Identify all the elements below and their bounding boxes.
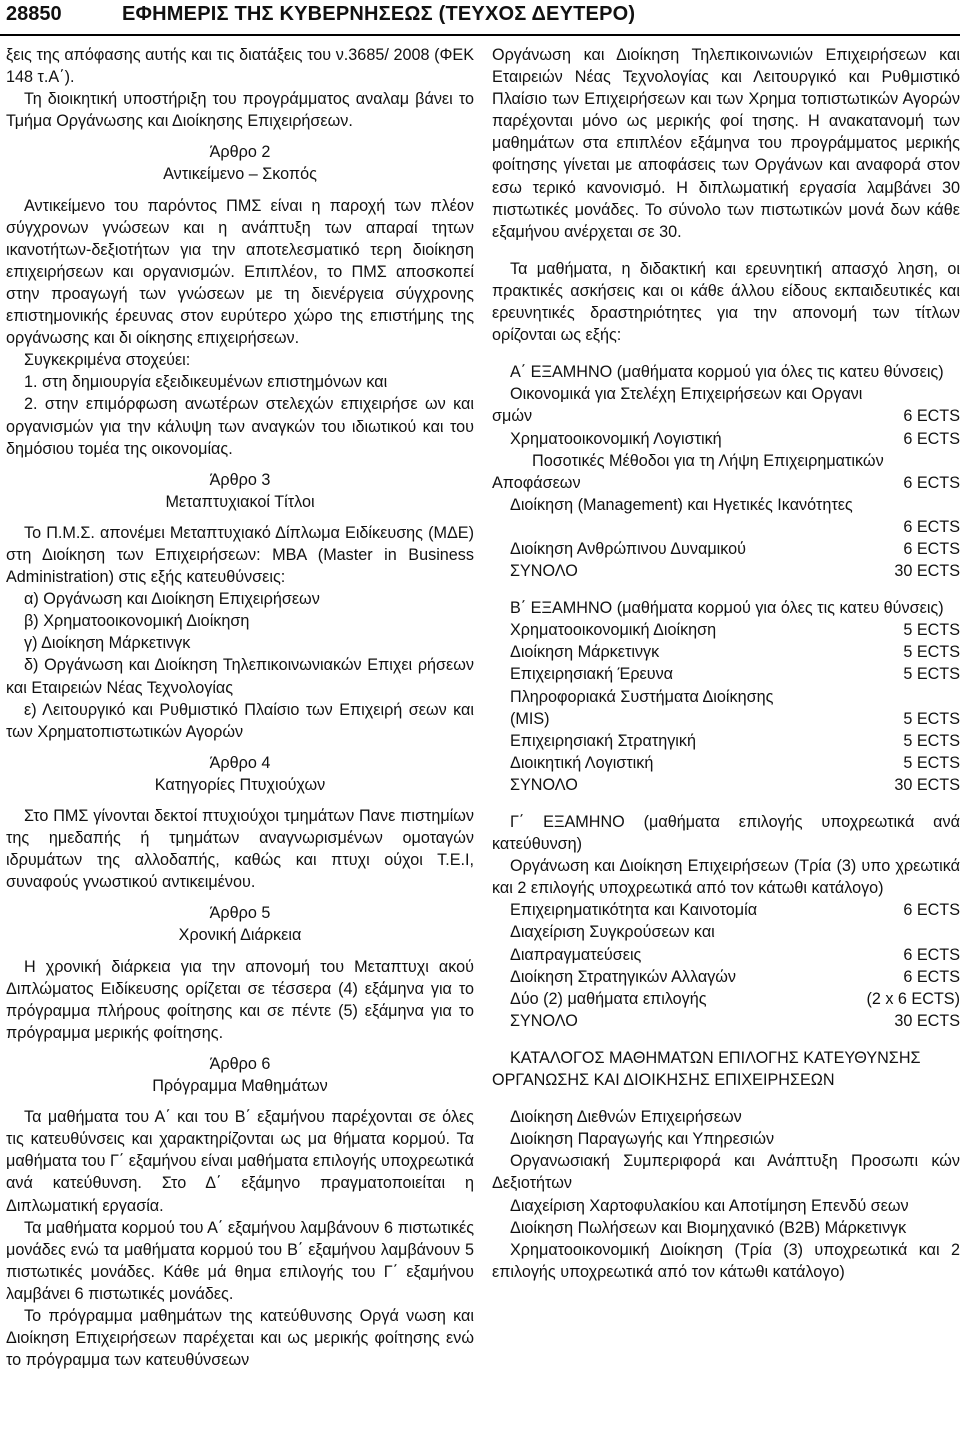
- list-item: 1. στη δημιουργία εξειδικευμένων επιστημόνων και: [24, 373, 388, 392]
- course-name: (MIS): [510, 709, 550, 728]
- article-subtitle: Κατηγορίες Πτυχιούχων: [154, 775, 326, 794]
- list-item: δ) Οργάνωση και Διοίκηση Τηλεπικοινωνιακών Επιχει ρήσεων και Εταιρειών Νέας Τεχνολογίας: [6, 656, 474, 697]
- total-row: [492, 1010, 960, 1032]
- semester-heading: Β΄ ΕΞΑΜΗΝΟ (μαθήματα κορμού για όλες τις κατευ θύνσεις): [510, 599, 944, 618]
- paragraph: ξεις της απόφασης αυτής και τις διατάξεις του ν.3685/ 2008 (ΦΕΚ 148 τ.Α΄).: [6, 46, 474, 87]
- course-name: Οικονομικά για Στελέχη Επιχειρήσεων και Οργανι: [510, 385, 863, 404]
- catalog-item: Διοίκηση Παραγωγής και Υπηρεσιών: [510, 1130, 775, 1149]
- course-name: Επιχειρηματικότητα και Καινοτομία: [510, 901, 758, 920]
- course-credits: 5 ECTS: [903, 643, 960, 662]
- course-name: Ποσοτικές Μέθοδοι για τη Λήψη Επιχειρηματικών: [532, 451, 884, 470]
- article-title: Άρθρο 4: [209, 753, 271, 772]
- course-name: Χρηματοοικονομική Διοίκηση: [510, 621, 717, 640]
- list-item: 2. στην επιμόρφωση ανωτέρων στελεχών επιχειρήσε ων και οργανισμών για την κάλυψη των αναγκών του ιδιωτικού και του δημόσιου τομέα της οικονομίας.: [6, 395, 474, 458]
- catalog-item: Οργανωσιακή Συμπεριφορά και Ανάπτυξη Προσωπι κών Δεξιοτήτων: [492, 1152, 960, 1193]
- course-credits: 5 ECTS: [903, 731, 960, 750]
- course-credits: 5 ECTS: [903, 621, 960, 640]
- paragraph: Το Π.Μ.Σ. απονέμει Μεταπτυχιακό Δίπλωμα Ειδίκευσης (ΜΔΕ) στη Διοίκηση των Επιχειρήσεων: MBA (Master in Business Administration) στις εξής κατευθύνσεις:: [6, 523, 474, 587]
- header-rule: [0, 34, 960, 36]
- course-credits: 6 ECTS: [903, 901, 960, 920]
- course-credits: 6 ECTS: [903, 473, 960, 492]
- paragraph: Συγκεκριμένα στοχεύει:: [24, 351, 191, 370]
- catalog-item: Διαχείριση Χαρτοφυλακίου και Αποτίμηση Επενδύ σεων: [510, 1196, 909, 1215]
- total-row: [492, 774, 960, 796]
- course-row: [492, 899, 960, 921]
- course-row: [492, 944, 960, 966]
- paragraph: Οργάνωση και Διοίκηση Τηλεπικοινωνιών Επιχειρήσεων και Εταιρειών Νέας Τεχνολογίας και Λειτουργικό και Ρυθμιστικό Πλαίσιο των Επιχειρήσεων και των Χρημα τοπιστωτικών Αγορών παρέχονται μόνο ως μερικής φοί τησης. Η ανακατανομή των μαθημάτων στα επιπλέον εξάμηνα του προγράμματος μερικής φοίτησης γίνεται με αποφάσεις των Οργάνων και αναφορά στον εσω τερικό κανονισμό. Η διπλωματική εργασία λαμβάνει 30 πιστωτικές μονάδες. Το σύνολο των πιστωτικών μονά δων κάθε εξαμήνου ανέρχεται σε 30.: [492, 46, 960, 241]
- list-item: α) Οργάνωση και Διοίκηση Επιχειρήσεων: [24, 590, 320, 609]
- course-name: Διοίκηση (Management) και Ηγετικές Ικανότητες: [510, 495, 853, 514]
- left-column: [6, 44, 474, 1371]
- course-credits: 6 ECTS: [903, 407, 960, 426]
- total-label: ΣΥΝΟΛΟ: [510, 1011, 578, 1030]
- catalog-item: Χρηματοοικονομική Διοίκηση (Τρία (3) υποχρεωτικά και 2 επιλογής υποχρεωτικά από τον κάτωθι κατάλογο): [492, 1240, 960, 1281]
- paragraph: Τα μαθήματα του Α΄ και του Β΄ εξαμήνου παρέχονται σε όλες τις κατευθύνσεις και χαρακτηρίζονται ως μα θήματα κορμού. Τα μαθήματα του Γ΄ εξαμήνου είναι μαθήματα επιλογής υποχρεωτικά ανά κατεύθυνση. Στο Δ΄ εξάμηνο πραγματοποιείται η Διπλωματική εργασία.: [6, 1108, 474, 1215]
- course-name: σμών: [492, 407, 533, 426]
- course-row: [492, 405, 960, 427]
- course-credits: 6 ECTS: [903, 945, 960, 964]
- article-subtitle: Χρονική Διάρκεια: [178, 926, 302, 945]
- total-credits: 30 ECTS: [894, 1011, 960, 1030]
- article-title: Άρθρο 6: [209, 1054, 271, 1073]
- course-row: [492, 752, 960, 774]
- course-row: [492, 472, 960, 494]
- course-row: [492, 730, 960, 752]
- course-name: Διοίκηση Μάρκετινγκ: [510, 643, 660, 662]
- total-credits: 30 ECTS: [894, 562, 960, 581]
- paragraph: Τη διοικητική υποστήριξη του προγράμματος αναλαμ βάνει το Τμήμα Οργάνωσης και Διοίκησης Επιχειρήσεων.: [6, 90, 474, 131]
- course-name: Διαπραγματεύσεις: [510, 945, 642, 964]
- course-name: Πληροφοριακά Συστήματα Διοίκησης: [510, 687, 774, 706]
- total-label: ΣΥΝΟΛΟ: [510, 562, 578, 581]
- course-row: [492, 708, 960, 730]
- course-name: Διοίκηση Στρατηγικών Αλλαγών: [510, 967, 737, 986]
- course-row: [492, 538, 960, 560]
- total-row: [492, 560, 960, 582]
- list-item: ε) Λειτουργικό και Ρυθμιστικό Πλαίσιο των Επιχειρή σεων και των Χρηματοπιστωτικών Αγορών: [6, 700, 474, 741]
- course-name: Διοίκηση Ανθρώπινου Δυναμικού: [510, 539, 747, 558]
- course-name: Χρηματοοικονομική Λογιστική: [510, 429, 722, 448]
- paragraph: Η χρονική διάρκεια για την απονομή του Μεταπτυχι ακού Διπλώματος Ειδίκευσης ορίζεται σε τέσσερα (4) εξάμηνα για το πρόγραμμα πλήρους φοίτησης και σε πέντε (5) εξάμηνα για το πρόγραμμα μερικής φοίτησης.: [6, 957, 474, 1042]
- paragraph: Τα μαθήματα, η διδακτική και ερευνητική απασχό ληση, οι πρακτικές ασκήσεις και οι κάθε άλλου είδους εκπαιδευτικές και ερευνητικές δραστηριότητες για την απονομή των τίτλων ορίζονται ως εξής:: [492, 259, 960, 345]
- article-subtitle: Μεταπτυχιακοί Τίτλοι: [165, 492, 315, 511]
- semester-heading: Α΄ ΕΞΑΜΗΝΟ (μαθήματα κορμού για όλες τις κατευ θύνσεις): [510, 363, 944, 382]
- journal-title: ΕΦΗΜΕΡΙΣ ΤΗΣ ΚΥΒΕΡΝΗΣΕΩΣ (ΤΕΥΧΟΣ ΔΕΥΤΕΡΟ): [122, 3, 636, 25]
- paragraph: Οργάνωση και Διοίκηση Επιχειρήσεων (Τρία (3) υπο χρεωτικά και 2 επιλογής υποχρεωτικά από τον κάτωθι κατάλογο): [492, 857, 960, 898]
- course-credits: 5 ECTS: [903, 665, 960, 684]
- course-name: Επιχειρησιακή Στρατηγική: [510, 731, 696, 750]
- total-credits: 30 ECTS: [894, 775, 960, 794]
- catalog-item: Διοίκηση Πωλήσεων και Βιομηχανικό (B2B) Μάρκετινγκ: [510, 1218, 907, 1237]
- right-column: [492, 44, 960, 1283]
- article-title: Άρθρο 5: [209, 904, 271, 923]
- course-credits: 6 ECTS: [903, 967, 960, 986]
- course-name: Δύο (2) μαθήματα επιλογής: [510, 989, 707, 1008]
- course-row: [492, 966, 960, 988]
- course-credits: 6 ECTS: [903, 517, 960, 536]
- article-title: Άρθρο 2: [209, 143, 271, 162]
- page-header: [0, 0, 960, 30]
- course-credits: 6 ECTS: [903, 539, 960, 558]
- course-credits: (2 x 6 ECTS): [866, 989, 960, 1008]
- catalog-item: Διοίκηση Διεθνών Επιχειρήσεων: [510, 1108, 742, 1127]
- course-name: Διαχείριση Συγκρούσεων και: [510, 923, 715, 942]
- course-row: [492, 663, 960, 685]
- paragraph: Στο ΠΜΣ γίνονται δεκτοί πτυχιούχοι τμημάτων Πανε πιστημίων της ημεδαπής ή τμημάτων αναγνωρισμένων ομοταγών ιδρυμάτων της αλλοδαπής, καθώς και πτυχι ούχοι Τ.Ε.Ι, συναφούς γνωστικού αντικειμένου.: [6, 807, 474, 892]
- total-label: ΣΥΝΟΛΟ: [510, 775, 578, 794]
- course-row: [492, 641, 960, 663]
- article-title: Άρθρο 3: [209, 470, 271, 489]
- semester-heading: Γ΄ ΕΞΑΜΗΝΟ (μαθήματα επιλογής υποχρεωτικά ανά κατεύθυνση): [492, 813, 960, 854]
- course-name: Επιχειρησιακή Έρευνα: [510, 665, 674, 684]
- course-row: [492, 619, 960, 641]
- list-item: γ) Διοίκηση Μάρκετινγκ: [24, 634, 191, 653]
- course-credits: 5 ECTS: [903, 753, 960, 772]
- course-name: Αποφάσεων: [492, 473, 581, 492]
- course-credits: 5 ECTS: [903, 709, 960, 728]
- course-row: [492, 516, 960, 538]
- article-subtitle: Πρόγραμμα Μαθημάτων: [152, 1077, 328, 1096]
- list-item: β) Χρηματοοικονομική Διοίκηση: [24, 612, 250, 631]
- course-name: Διοικητική Λογιστική: [510, 753, 654, 772]
- paragraph: Αντικείμενο του παρόντος ΠΜΣ είναι η παροχή των πλέον σύγχρονων γνώσεων και η ανάπτυξη των απαραί τητων ικανοτήτων-δεξιοτήτων για την αποτελεσματικό τερη διοίκηση επιχειρήσεων και οργανισμών. Επιπλέον, το ΠΜΣ αποσκοπεί στην προαγωγή των γνώσεων με τη διενέργεια σύγχρονης επιστημονικής έρευνας στον ευρύτερο χώρο της επιστήμης της οργάνωσης και δι οίκησης επιχειρήσεων.: [6, 196, 474, 348]
- article-subtitle: Αντικείμενο – Σκοπός: [163, 165, 317, 184]
- paragraph: Τα μαθήματα κορμού του Α΄ εξαμήνου λαμβάνουν 6 πιστωτικές μονάδες ενώ τα μαθήματα κορμού του Β΄ εξαμήνου λαμβάνουν 5 πιστωτικές μονάδες. Κάθε μά θημα επιλογής του Γ΄ εξαμήνου λαμβάνει 6 πιστωτικές μονάδες.: [6, 1218, 474, 1303]
- paragraph: Το πρόγραμμα μαθημάτων της κατεύθυνσης Οργά νωση και Διοίκηση Επιχειρήσεων παρέχεται και ως μερικής φοίτησης ενώ το πρόγραμμα των κατευθύνσεων: [6, 1306, 474, 1370]
- page-number: 28850: [6, 3, 62, 25]
- course-credits: 6 ECTS: [903, 429, 960, 448]
- course-row: [492, 428, 960, 450]
- catalog-heading: ΚΑΤΑΛΟΓΟΣ ΜΑΘΗΜΑΤΩΝ ΕΠΙΛΟΓΗΣ ΚΑΤΕΥΘΥΝΣΗΣ ΟΡΓΑΝΩΣΗΣ ΚΑΙ ΔΙΟΙΚΗΣΗΣ ΕΠΙΧΕΙΡΗΣΕΩΝ: [492, 1048, 921, 1090]
- course-row: [492, 988, 960, 1010]
